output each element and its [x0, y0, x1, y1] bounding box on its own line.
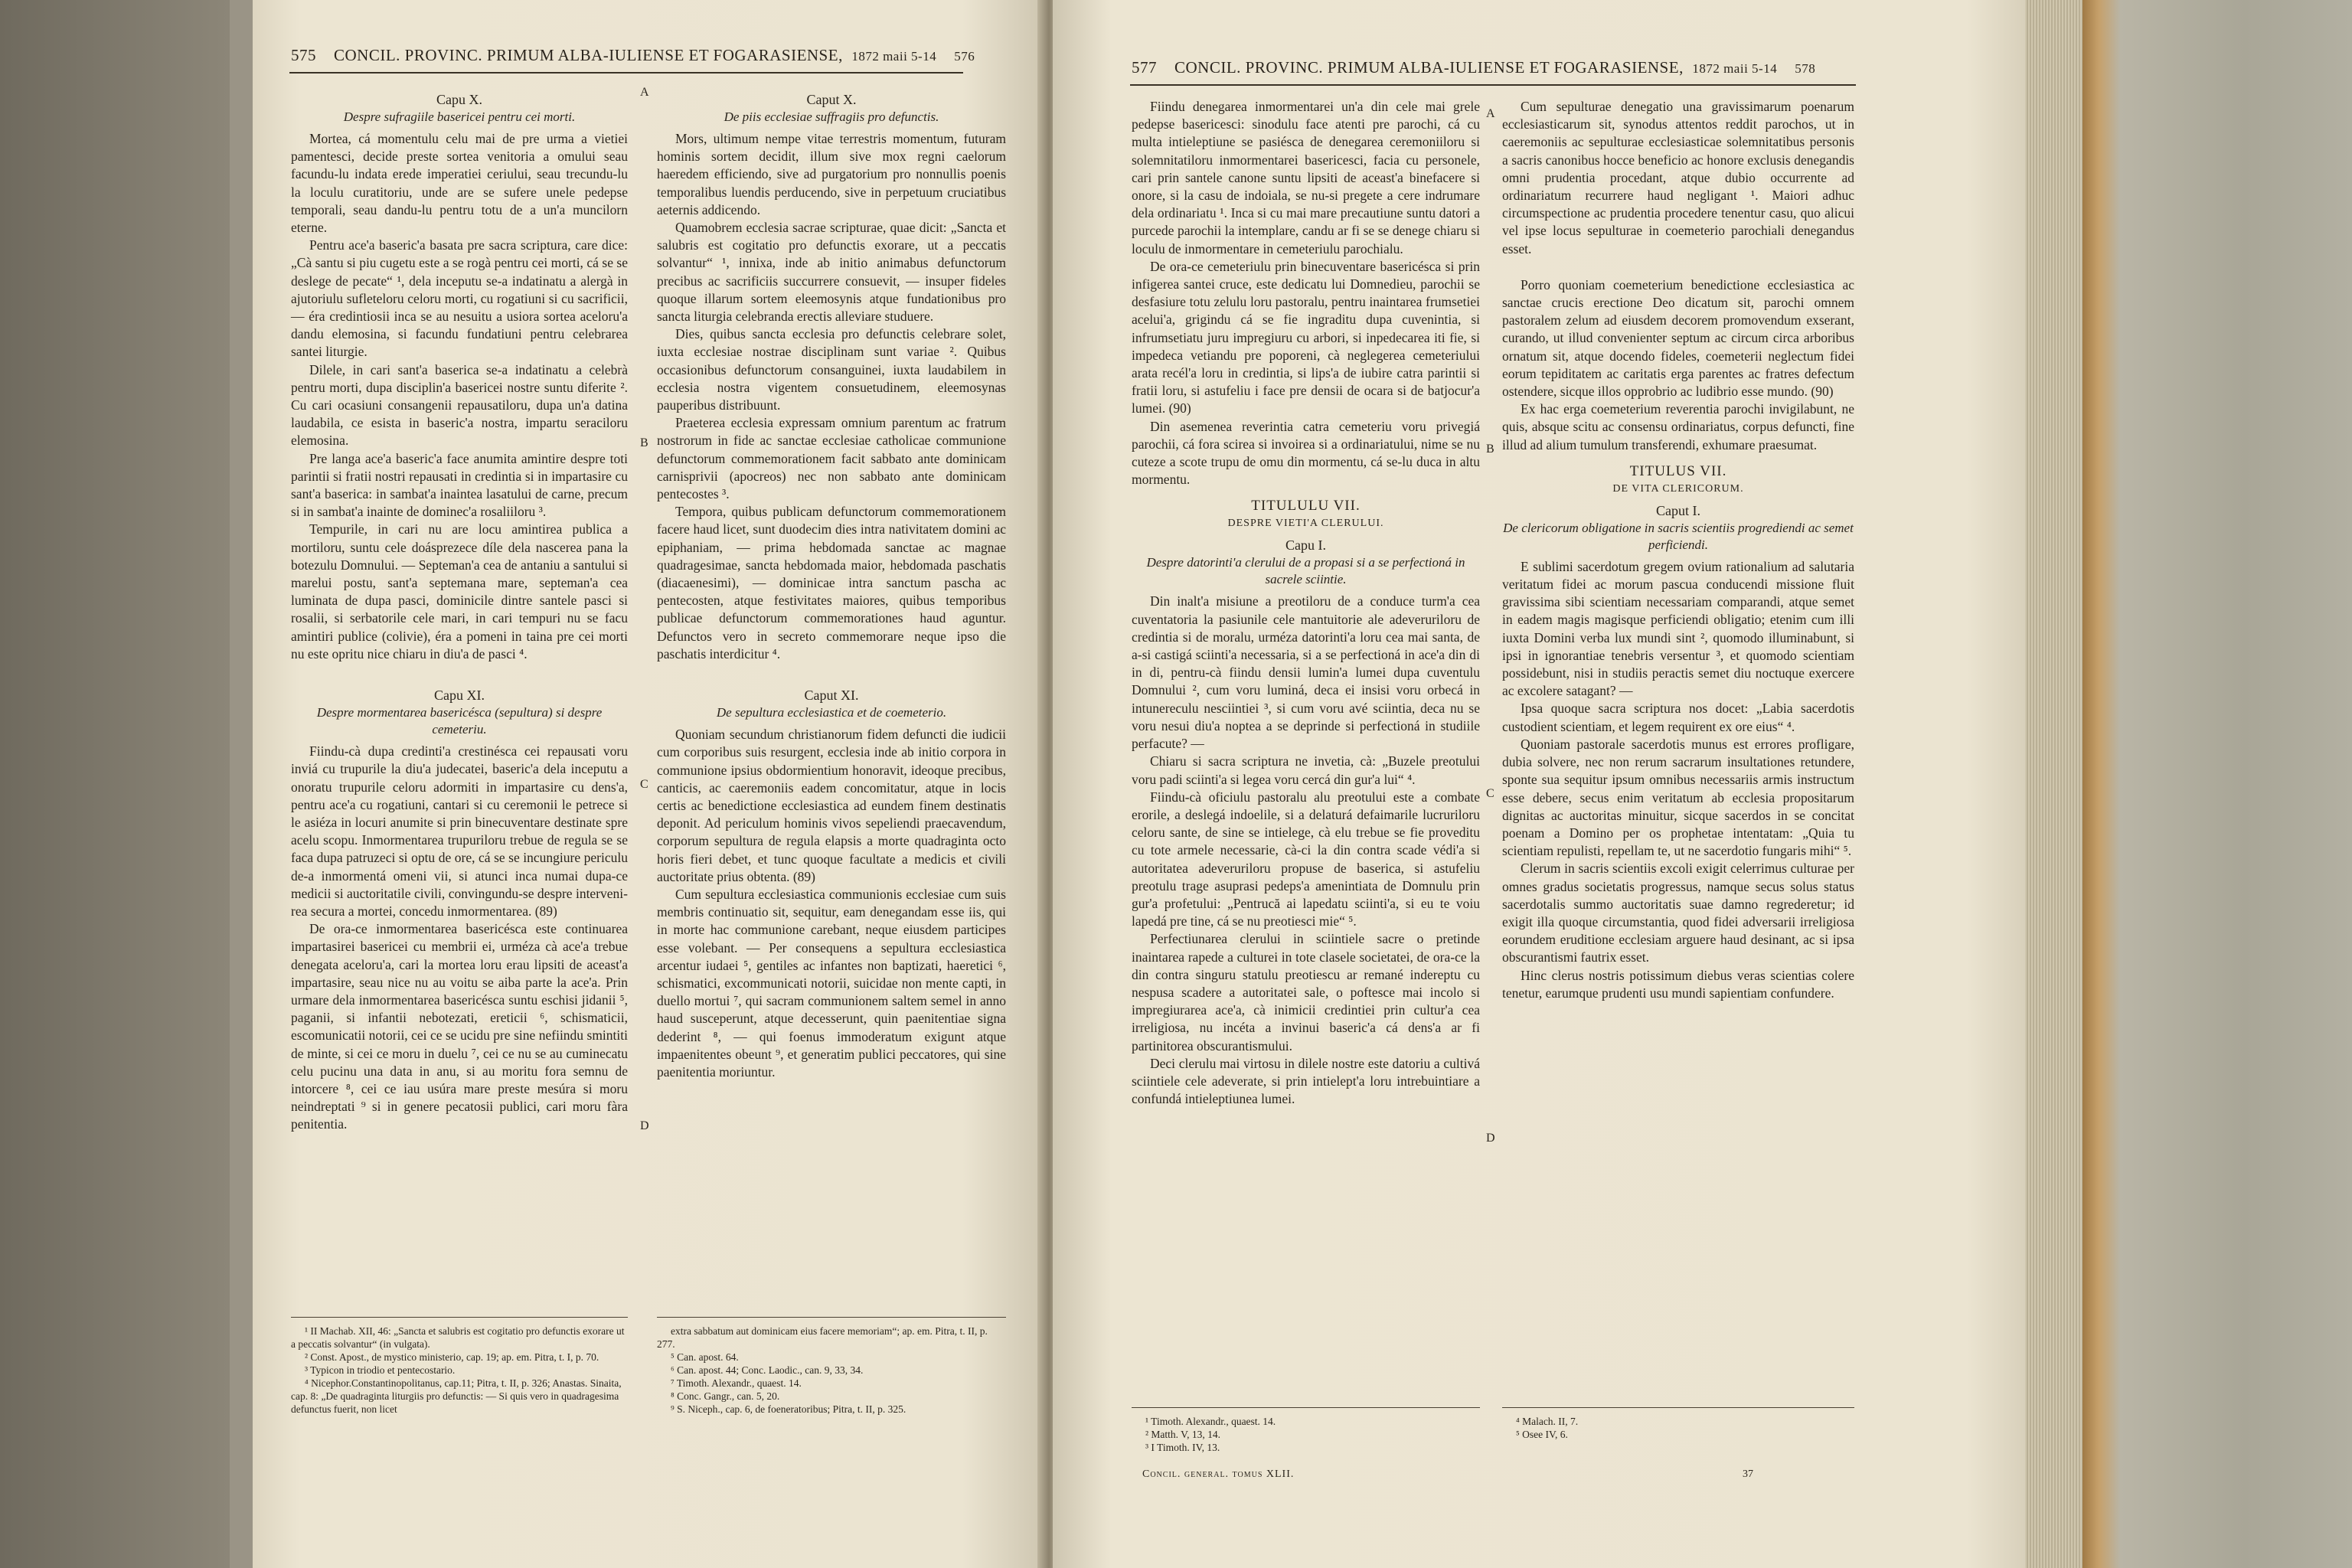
footnote: ¹ II Machab. XII, 46: „Sancta et salubris est cogitatio pro defunctis exorare ut a peccatis solvantur“ (in vulgata).	[291, 1325, 625, 1350]
page-number: 575	[291, 46, 316, 64]
page-edges	[2025, 0, 2082, 1568]
page-number: 577	[1132, 58, 1157, 77]
footnote: ⁷ Timoth. Alexandr., quaest. 14.	[671, 1377, 802, 1389]
head-rule	[289, 72, 963, 74]
title-heading: TITULULU VII.	[1251, 498, 1361, 514]
paragraph: Clerum in sacris scientiis excoli exigit celerrimus culturae per omnes gradus societatis progressus, namque secus solus status sacerdotalis summo auctoritatis suae damno regrederetur; id exigit illa quoque circumstantia, quod fidei adversarii irreligiosa eorundem eruditione ecclesiam arguere haud desinant, ac si ipsa obscurantismi fautrix esset.	[1502, 861, 1854, 965]
footnote: ⁵ Can. apost. 64.	[671, 1351, 739, 1363]
paragraph: Mors, ultimum nempe vitae terrestris momentum, futuram hominis sortem decidit, illum sive mox regni caelorum haeredem efficiendo, sive ad purgatorium pro nonnullis poenis temporalibus luendis perducendo, sive in perpetuum cruciatibus aeternis addicendo.	[657, 131, 1006, 217]
column-romanian-right	[1132, 98, 1480, 1108]
chapter-heading: Capu XI.	[434, 688, 485, 704]
footnote-rule	[1132, 1407, 1480, 1408]
scan-background	[0, 0, 230, 1568]
paragraph: Chiaru si sacra scriptura ne invetia, cà: „Buzele preotului voru padi sciinti'a si legea voru cercá din gur'a lui“ ⁴.	[1132, 753, 1480, 787]
paragraph: Porro quoniam coemeterium benedictione ecclesiastica ac sanctae crucis erectione Deo dicatum sit, parochi omnem pastoralem zelum ad eiusdem decorem promovendum exserant, curando, ut illud convenienter septum ac circum circa arboribus ornatum sit, atque docendo fideles, coemeterii neglectum fidei eorum tepiditatem ac caritatis erga parentes ac fratres defectum ostendere, sicque illos opprobrio ac ludibrio esse mundo. (90)	[1502, 276, 1854, 400]
chapter-subtitle: Despre sufragiile basericei pentru cei morti.	[343, 109, 576, 124]
running-head-left	[291, 46, 975, 65]
footnote-rule	[1502, 1407, 1854, 1408]
chapter-heading: Caput I.	[1656, 502, 1700, 518]
footnote: ³ Typicon in triodio et pentecostario.	[305, 1364, 456, 1376]
footnote: ² Const. Apost., de mystico ministerio, cap. 19; ap. em. Pitra, t. I, p. 70.	[305, 1351, 599, 1363]
running-head-right	[1132, 58, 1815, 77]
footnote: ² Matth. V, 13, 14.	[1145, 1429, 1221, 1440]
margin-letter: D	[640, 1119, 649, 1132]
signature-mark: Concil. general. tomus XLII.	[1142, 1468, 1295, 1480]
signature-number: 37	[1743, 1468, 1753, 1480]
head-rule	[1130, 84, 1856, 86]
running-dates: 1872 maii 5-14	[1692, 61, 1778, 76]
paragraph: Fiindu-cà dupa credinti'a crestinésca cei repausati voru inviá cu trupurile la diu'a judecatei, baseric'a dela inceputu a onoratu trupurile celoru adormiti in impartasire cu dens'a, pentru ace'a cu rogatiuni, cantari si cu ceremonii le petrece si le asiéza in locuri anumite si prin binecuventare destinate spre acelu scopu. Inmormentarea trupuriloru trebue de regula se se faca dupa patruzeci si optu de ore, cá se se incungiure periculu de-a inmormentá omeni vii, si atunci inca numai dupa-ce medicii si auctoritatile civili, convingundu-se despre interveni-rea secura a mortei, concedu inmormentarea. (89)	[291, 743, 628, 919]
footnotes-left-b	[657, 1325, 1006, 1416]
paragraph: Perfectiunarea clerului in sciintiele sacre o pretinde inaintarea rapede a culturei in tote clasele societatei, de ora-ce la din contra singuru statulu preotiescu ar remané indereptu cu nespusa scadere a autoritatei sale, o poftesce mai incolo si impregiurarea ace'a, cà inimicii credintiei prin cultur'a cea irreligiosa, nu incéta a invinui baseric'a cá dens'a ar fi partinitorea obscurantismului.	[1132, 931, 1480, 1054]
chapter-subtitle: De sepultura ecclesiastica et de coemeterio.	[716, 705, 947, 720]
paragraph: Hinc clerus nostris potissimum diebus veras scientias colere tenetur, earumque prudenti usu mundi sapientiam confundere.	[1502, 967, 1854, 1001]
paragraph: Ipsa quoque sacra scriptura nos docet: „Labia sacerdotis custodient scientiam, et legem requirent ex ore eius“ ⁴.	[1502, 701, 1854, 734]
paragraph: Fiindu-cà oficiulu pastoralu alu preotului este a combate erorile, a deslegá indoelile, si a delaturá defaimarile lucruriloru celoru sante, de sine se intielege, cà elu trebue se fie proveditu cu tote armele necessarie, cà-ci la din contra scade védi'a si autoritatea adeveruriloru propuse de baserica, si astufeliu preotulu trage asuprasi pedeps'a amenintiata de Domnulu prin gur'a profetului: „Pentrucă ai lapedatu sciinti'a, si eu te voiu lapedá pre tine, cá se nu preotiesci mie“ ⁵.	[1132, 789, 1480, 929]
paragraph: Quamobrem ecclesia sacrae scripturae, quae dicit: „Sancta et salubris est cogitatio pro defunctis exorare, ut a peccatis solvantur“ ¹, innixa, inde ab initio animabus defunctorum precibus ac sacrificiis succurrere consuevit, — insuper fideles quoque illarum sortem eleemosynis atque fundationibus pro sancta liturgia celebranda erectis alleviare studuere.	[657, 220, 1006, 325]
paragraph: Fiindu denegarea inmormentarei un'a din cele mai grele pedepse basericesci: sinodulu face atenti pre parochi, cá cu multa intieleptiune se pasiésca de denegarea ceremoniiloru si solemnitatiloru inmormentarei basericesci, facia cu personele, cari prin santele canone suntu lipsiti de aceast'a binefacere si onore, si la casu de indoiala, se nu-si pregete a cere indrumare dela ordinariatu ¹. Inca si cu mai mare precautiune suntu datori a purcede parochii la intemplare, candu ar fi se se denege chiaru si loculu de inmormentare in cemeteriulu parochialu.	[1132, 99, 1480, 256]
running-title: CONCIL. PROVINC. PRIMUM ALBA-IULIENSE ET FOGARASIENSE,	[334, 46, 843, 64]
title-subheading: DE VITA CLERICORUM.	[1612, 482, 1744, 495]
paragraph: Ex hac erga coemeterium reverentia parochi invigilabunt, ne quis, absque scitu ac consensu ordinariatus, corpus defuncti, fine illud ad alium tumulum transferendi, exhumare praesumat.	[1502, 401, 1854, 452]
paragraph: Din inalt'a misiune a preotiloru de a conduce turm'a cea cuventatoria la pasiunile cele mantuitorie ale adeveruriloru de credintia si de moralu, urméza datorinti'a loru cea mai santa, de a-si castigá sciinti'a necessaria, si a se perfectioná in ace'a din di in di, pentru-cà fiindu densii lumin'a lumei dupa cuventulu Domnului ², cum voru luminá, deca ei insisi voru orbecá in intunereculu nesciintiei ³, si cum voru avé sciintia, deca nu se voru nesui diu'a noptea a se deprinde si perfectioná in studiile perfacute? —	[1132, 593, 1480, 752]
book-cover	[2082, 0, 2352, 1568]
margin-letter: B	[640, 436, 648, 449]
footnote: ⁹ S. Niceph., cap. 6, de foeneratoribus; Pitra, t. II, p. 325.	[671, 1403, 906, 1415]
paragraph: De ora-ce inmormentarea basericésca este continuarea impartasirei basericei cu membrii ei, urméza cà ace'a trebue denegata aceloru'a, cari la mortea loru erau lipsiti de aceast'a impartasire, seau nice nu au voitu se aiba parte la ace'a. Prin urmare dela inmormentarea basericésca suntu eschisi jidanii ⁵, paganii, si infantii nebotezati, ereticii ⁶, schismaticii, escomunicatii notorii, cei ce se ucidu pre sine nefiindu smintiti de minte, si cei ce moru in duelu ⁷, cei ce nu se au cuminecatu celu pucinu una data in anu, si au moritu fora semnu de intorcere ⁸, cei ce iau usúra mare preste mesúra si moru neindreptati ⁹ si in genere pecatosii publici, cari moru fàra penitentia.	[291, 921, 628, 1132]
paragraph: Din asemenea reverintia catra cemeteriu voru privegiá parochii, cá fora scirea si invoirea si a ordinariatului, nime se nu cuteze a scote trupu de omu din mormentu, cá se-lu duca in altu mormentu.	[1132, 418, 1480, 488]
footnote: ⁸ Conc. Gangr., can. 5, 20.	[671, 1390, 780, 1402]
margin-letter: D	[1486, 1132, 1495, 1145]
paragraph: Quoniam pastorale sacerdotis munus est errores profligare, dubia solvere, nec non rerum sacrarum insultationes retundere, sponte sua sequitur ipsum omnibus necessariis armis instructum esse debere, secus enim veritatum ab ecclesia propositarum dignitas ac auctoritas minuitur, sicque sacerdos in se concitat poenam a Domino per os prophetae intentatam: „Quia tu scientiam repulisti, repellam te, ut ne sacerdotio fungaris mihi“ ⁵.	[1502, 736, 1854, 859]
chapter-heading: Capu I.	[1285, 537, 1326, 554]
paragraph: Cum sepulturae denegatio una gravissimarum poenarum ecclesiasticarum sit, synodus attentos reddit parochos, ut in caeremoniis ac sepulturae ecclesiasticae solemnitatibus personis a sacris canonibus hocce beneficio ac honore exclusis denegandis omni prudentia procedant, atque dubio occurrente ad ordinariatum recurrere haud negligant ¹. Maiori adhuc circumspectione ac prudentia procedere tenentur casu, quo alicui vel ipse locus sepulturae in coemeterio parochiali denegandus esset.	[1502, 99, 1854, 256]
footnotes-left-a	[291, 1325, 628, 1416]
running-title: CONCIL. PROVINC. PRIMUM ALBA-IULIENSE ET FOGARASIENSE,	[1174, 58, 1684, 77]
footnote: ⁴ Nicephor.Constantinopolitanus, cap.11; Pitra, t. II, p. 326; Anastas. Sinaita, cap. 8: „De quadraginta liturgiis pro defunctis: — Si quis vero in quadragesima defunctus fuerit, non licet	[291, 1377, 622, 1415]
column-latin-left	[657, 86, 1006, 1081]
paragraph: Pentru ace'a baseric'a basata pre sacra scriptura, care dice: „Cà santu si piu cugetu este a se rogà pentru cei morti, cá se se deslege de pecate“ ¹, dela inceputu se-a indatinatu a alergà in ajutoriulu sufleteloru celoru morti, cu rogatiuni si cu sacrificii, — éra credintiosii inca se au nesuitu a usiora sortea aceloru'a dandu elemosina, si facundu fundatiuni pentru celebrarea santei liturgie.	[291, 237, 628, 360]
paragraph: Dies, quibus sancta ecclesia pro defunctis celebrare solet, iuxta ecclesiae nostrae disciplinam sunt variae ². Quibus occasionibus defunctorum consanguinei, iuxta laudabilem in ecclesia nostra vigentem consuetudinem, eleemosynas pauperibus distribuunt.	[657, 326, 1006, 413]
title-subheading: DESPRE VIETI'A CLERULUI.	[1227, 518, 1384, 530]
paragraph: Mortea, cá momentulu celu mai de pre urma a vietiei pamentesci, decide preste sortea venitoria a omului seau facundu-lu indata erede imperatiei ceriului, seau trecundu-lu la loculu curatitoriu, unde are se sufere unele pedepse temporali, seau dandu-lu pentru totu de a un'a muncilorn eterne.	[291, 131, 628, 236]
title-heading: TITULUS VII.	[1629, 462, 1727, 479]
margin-letter: C	[1486, 787, 1494, 800]
footnote: extra sabbatum aut dominicam eius facere memoriam“; ap. em. Pitra, t. II, p. 277.	[657, 1325, 988, 1350]
margin-letter: C	[640, 778, 648, 791]
margin-letter: A	[1486, 107, 1495, 120]
chapter-heading: Capu X.	[436, 92, 482, 107]
paragraph: Dilele, in cari sant'a baserica se-a indatinatu a celebrà pentru morti, dupa disciplin'a basericei nostre suntu diferite ². Cu cari ocasiuni consangenii repausatiloru, dupa un'a datina laudabila, ce esista in baseric'a nostra, impartu seraciloru elemosina.	[291, 361, 628, 449]
paragraph: Pre langa ace'a baseric'a face anumita amintire despre toti parintii si fratii nostri repausati in credintia si in impartasire cu sant'a baserica: in sambat'a inaintea lasatului de carne, precum si in sambat'a inainte de dominec'a rosaliiloru ³.	[291, 450, 628, 520]
footnote: ⁴ Malach. II, 7.	[1516, 1416, 1579, 1427]
paragraph: Quoniam secundum christianorum fidem defuncti die iudicii cum corporibus suis resurgent, ecclesia inde ab initio corpora in communione ipsius obdormientium honoravit, ideoque precibus, canticis, ac caeremoniis eadem concomitatur, atque in locis certis ac benedictione ecclesiastica ad eundem finem destinatis deponit. Ad periculum hominis vivos sepeliendi praecavendum, corporum sepultura de regula elapsis a morte quadraginta octo horis fieri debet, et tunc quoque facultate a medicis et civili auctoritate prius obtenta. (89)	[657, 727, 1006, 884]
footnote: ⁵ Osee IV, 6.	[1516, 1429, 1568, 1440]
paragraph: Tempora, quibus publicam defunctorum commemorationem facere haud licet, sunt duodecim dies intra nativitatem domini ac epiphaniam, — prima hebdomada sanctae ac magnae quadragesimae, sancta hebdomada maior, hebdomada paschatis (diacaenesimi), — dominicae intra sanctum pascha ac pentecosten, atque festivitates maiores, quibus temporibus publicae defunctorum commemorationes haud aguntur. Defunctos vero in secreto commemorare neque ipso die paschatis interdicitur ⁴.	[657, 504, 1006, 662]
page-number: 576	[954, 49, 975, 64]
margin-letter: A	[640, 86, 649, 99]
paragraph: Cum sepultura ecclesiastica communionis ecclesiae cum suis membris continuatio sit, sequitur, eam denegandam esse iis, qui in morte hac communione carebant, neque eiusdem participes esse volebant. — Per consequens a sepultura ecclesiastica arcentur iudaei ⁵, gentiles ac infantes non baptizati, haeretici ⁶, schismatici, excommunicati notorii, suicidae non mente capti, in duello mortui ⁷, qui sacram communionem saltem semel in anno haud susceperunt, atque decesserunt, quin paenitentiae signa dederint ⁸, — qui foenus immoderatum exigunt atque impaenitentes obeunt ⁹, et generatim publici peccatores, qui sine paenitentia moriuntur.	[657, 886, 1006, 1080]
paragraph: E sublimi sacerdotum gregem ovium rationalium ad salutaria veritatum fidei ac morum pascua conducendi missione fluit gravissima sibi scientiam necessariam comparandi, atque semet in eadem magis magisque perficiendi obligatio; etenim cum illi iuxta Domini verba lux mundi sint ², quomodo illuminabunt, si ipsi in ignorantiae tenebris versentur ³, et quomodo scientiam possidebunt, nisi in studiis peractis semet diu noctuque exercere ac excolere satagant? —	[1502, 558, 1854, 699]
footnote: ³ I Timoth. IV, 13.	[1145, 1442, 1220, 1453]
paragraph: Tempurile, in cari nu are locu amintirea publica a mortiloru, suntu cele doásprezece díle dela nascerea pana la botezulu Domnului. — Septeman'a cea de antaniu a santului si marelui postu, sant'a septemana mare, septeman'a cea luminata de dupa pasci, dominicile dintre santele pasci si rosalii, si serbatorile cele mari, in cari tempuri nu se facu amintiri publice (colivie), éra a pomeni in taina pre cei morti nu este opritu nice chiaru in diu'a de pasci ⁴.	[291, 521, 628, 662]
paragraph: Deci clerulu mai virtosu in dilele nostre este datoriu a cultivá sciintiele cele adeverate, si prin intielept'a loru intrebuintiare a confundá intieleptiunea lumei.	[1132, 1055, 1480, 1107]
footnotes-right-b	[1502, 1415, 1854, 1441]
running-dates: 1872 maii 5-14	[851, 49, 937, 64]
page-number: 578	[1795, 61, 1816, 76]
footnotes-right-a	[1132, 1415, 1480, 1454]
chapter-heading: Caput X.	[806, 92, 857, 107]
footnote: ¹ Timoth. Alexandr., quaest. 14.	[1145, 1416, 1276, 1427]
chapter-subtitle: De clericorum obligatione in sacris scientiis progrediendi ac semet perficiendi.	[1503, 520, 1854, 552]
chapter-subtitle: Despre mormentarea basericésca (sepultura) si despre cemeteriu.	[316, 705, 603, 737]
footnote-rule	[657, 1317, 1006, 1318]
chapter-heading: Caput XI.	[804, 688, 859, 704]
paragraph: De ora-ce cemeteriulu prin binecuventare basericésca si prin infigerea santei cruce, este dedicatu lui Domnedieu, parochii se desfasiure totu zelulu loru pastoralu, pentru inaintarea frumsetiei acelui'a, grigindu cá se fie ingraditu dupa cuvenintia, si infrumsetiatu juru impregiuru cu arbori, si inpedecarea iti fie, si impedeca vetiandu pre poporeni, cà neglegerea cemeteriului arata recél'a loru in credintia, si lips'a de iubire catra parintii si fratii loru, si astufeliu i face pre densii de ocara si de batjocur'a lumei. (90)	[1132, 258, 1480, 416]
footnote-rule	[291, 1317, 628, 1318]
chapter-subtitle: Despre datorinti'a clerului de a propasi si a se perfectioná in sacrele sciintie.	[1146, 555, 1465, 587]
chapter-subtitle: De piis ecclesiae suffragiis pro defunctis.	[724, 109, 939, 124]
margin-letter: B	[1486, 443, 1494, 456]
column-latin-right	[1502, 98, 1854, 1002]
paragraph: Praeterea ecclesia expressam omnium parentum ac fratrum nostrorum in fide ac sanctae ecclesiae catholicae communione defunctorum commemorationem facit sabbato ante dominicam carnisprivii (apocreos) nec non sabbato ante dominicam pentecostes ³.	[657, 415, 1006, 502]
column-romanian-left	[291, 86, 628, 1134]
footnote: ⁶ Can. apost. 44; Conc. Laodic., can. 9, 33, 34.	[671, 1364, 864, 1376]
